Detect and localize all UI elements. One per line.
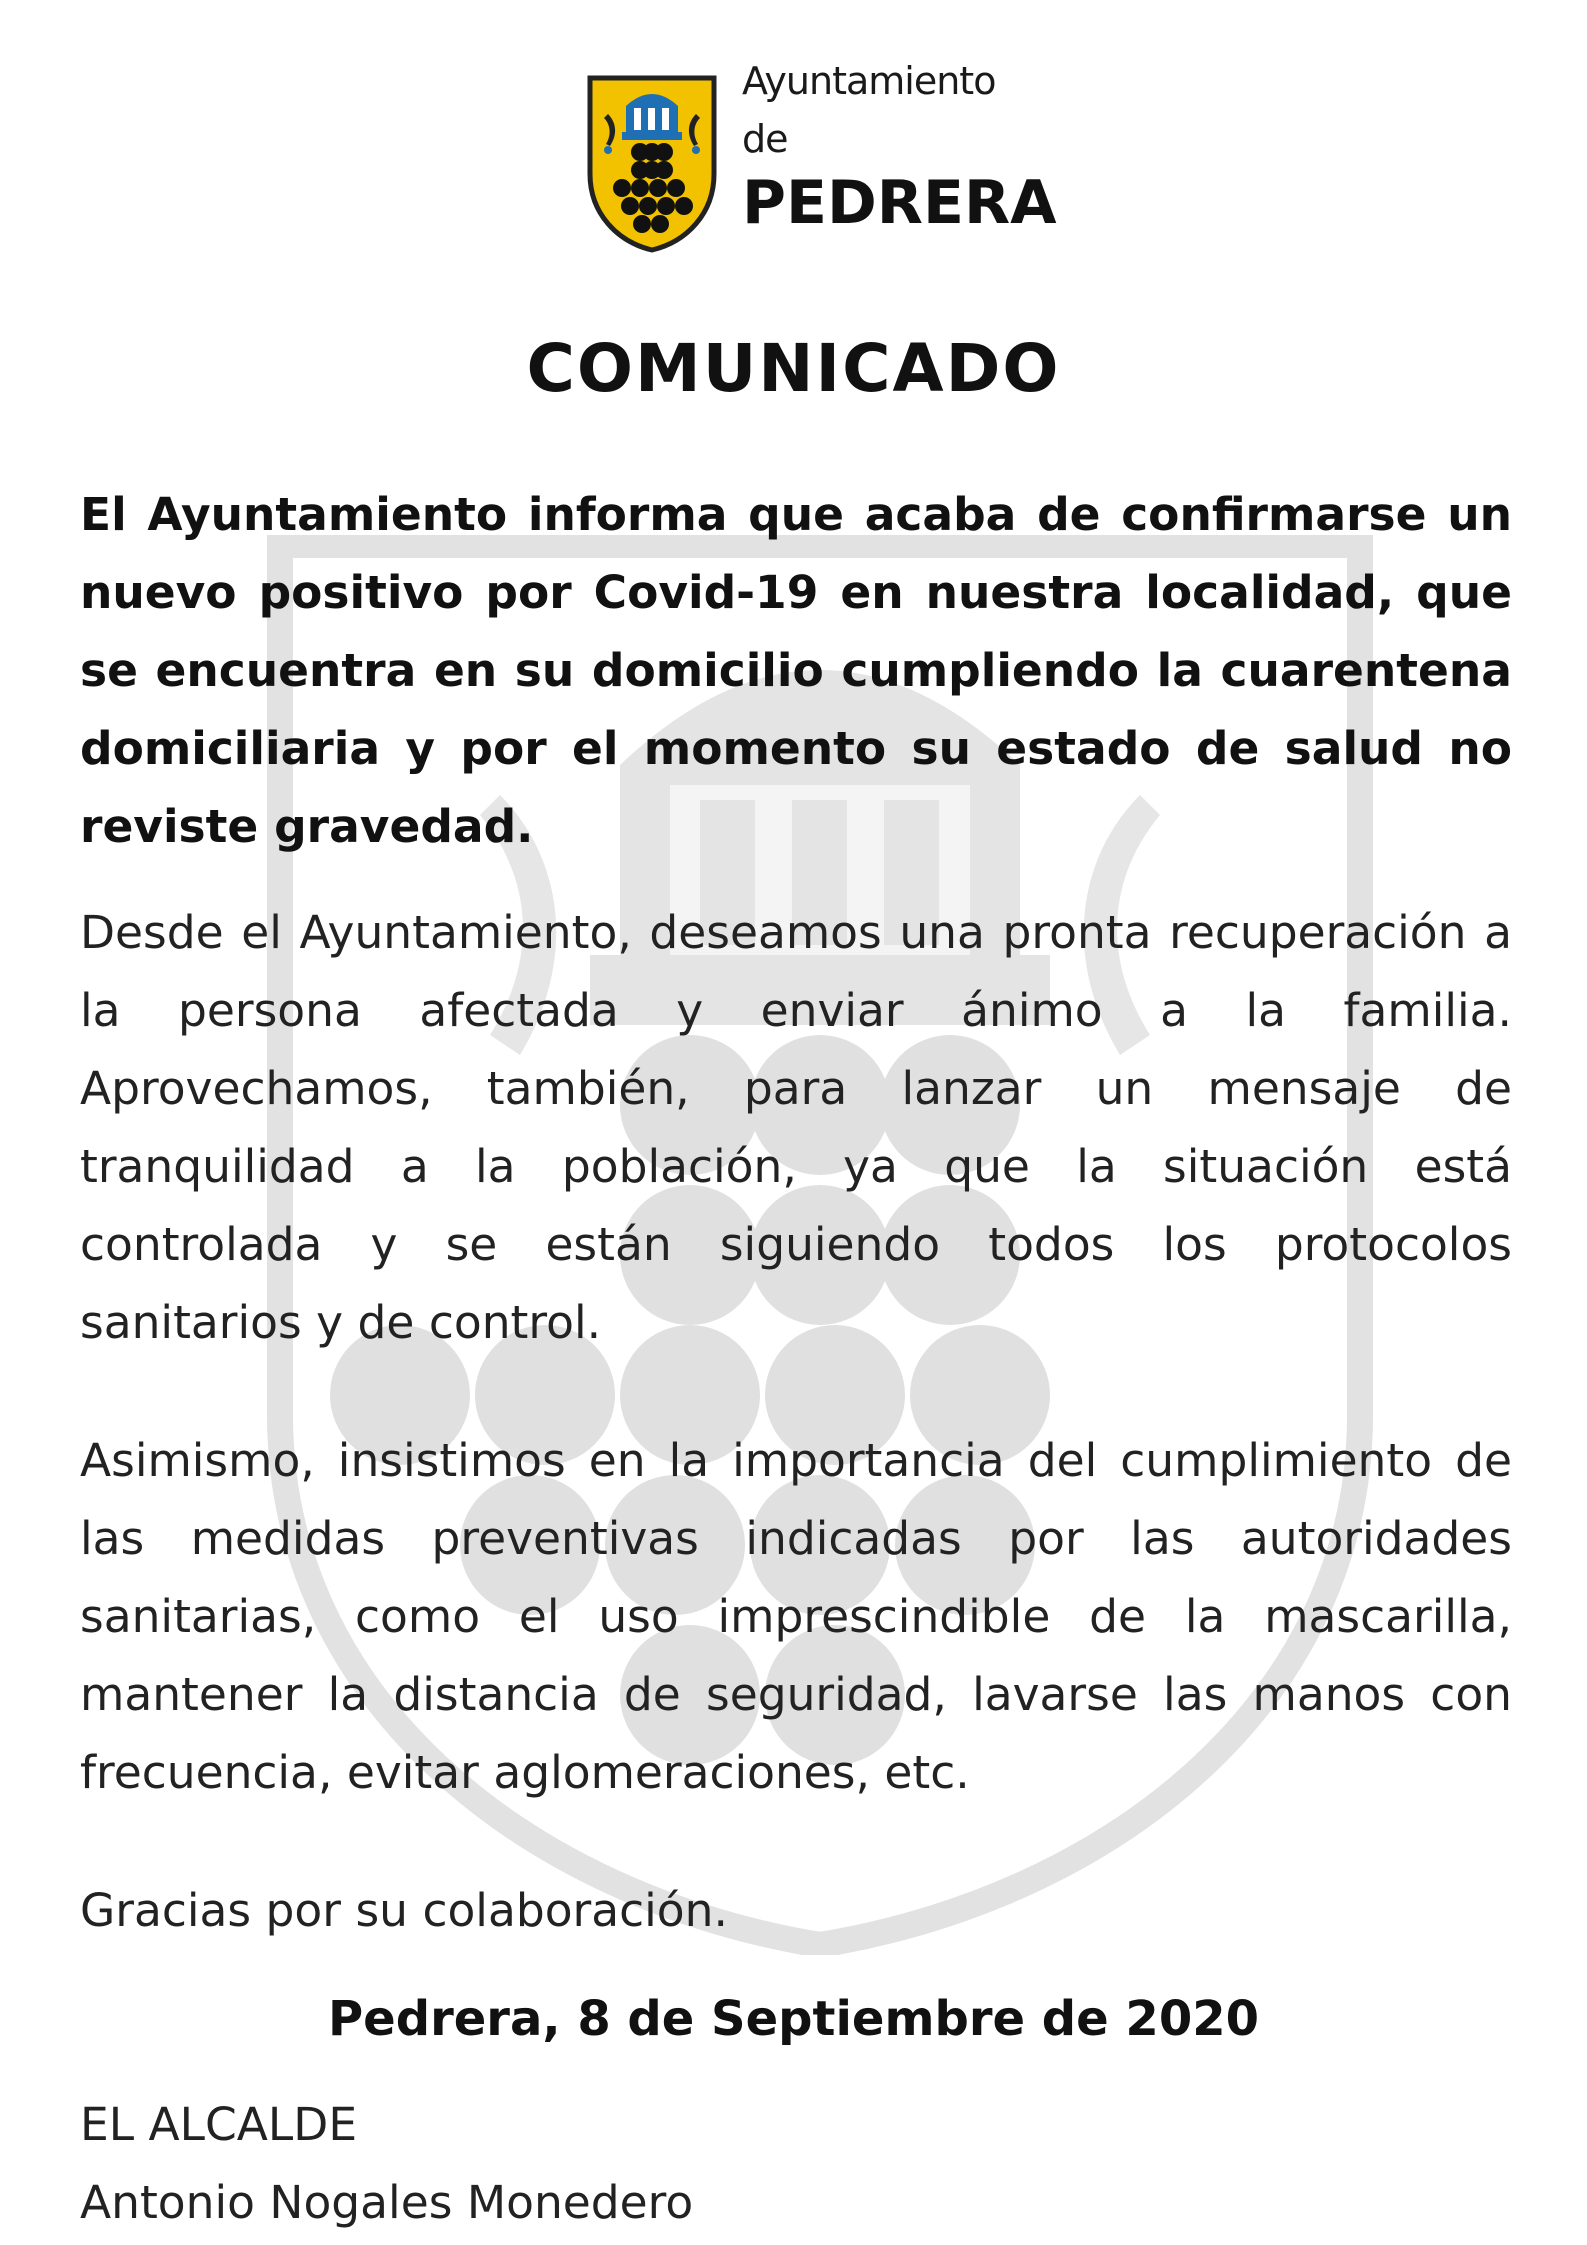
logo-line-de: de	[742, 117, 788, 161]
paragraph-thanks: Gracias por su colaboración.	[80, 1884, 728, 1937]
paragraph-measures: Asimismo, insistimos en la importancia del cumplimiento de las medidas preventivas indicadas por las autoridades sanitarias, como el uso imprescindible de la mascarilla, mantener la distancia de seguridad, lavarse las manos con frecuencia, evitar aglomeraciones, etc.	[80, 1434, 1512, 1799]
logo-line-ayuntamiento: Ayuntamiento	[742, 59, 996, 103]
document-date: Pedrera, 8 de Septiembre de 2020	[327, 1991, 1260, 2047]
signature-name: Antonio Nogales Monedero	[80, 2176, 694, 2229]
coat-of-arms-icon	[586, 74, 718, 254]
signature-role: EL ALCALDE	[80, 2098, 358, 2151]
logo-line-pedrera: PEDRERA	[742, 168, 1057, 238]
document-title: COMUNICADO	[526, 330, 1061, 407]
paragraph-wishes: Desde el Ayuntamiento, deseamos una pronta recuperación a la persona afectada y enviar ánimo a la familia. Aprovechamos, también, para lanzar un mensaje de tranquilidad a la población, ya que la situación está controlada y se están siguiendo todos los protocolos sanitarios y de control.	[80, 906, 1512, 1349]
logo-text	[742, 52, 1057, 238]
header-logo	[586, 52, 1106, 262]
paragraph-announcement: El Ayuntamiento informa que acaba de confirmarse un nuevo positivo por Covid-19 en nuestra localidad, que se encuentra en su domicilio cumpliendo la cuarentena domiciliaria y por el momento su estado de salud no reviste gravedad.	[80, 488, 1512, 853]
